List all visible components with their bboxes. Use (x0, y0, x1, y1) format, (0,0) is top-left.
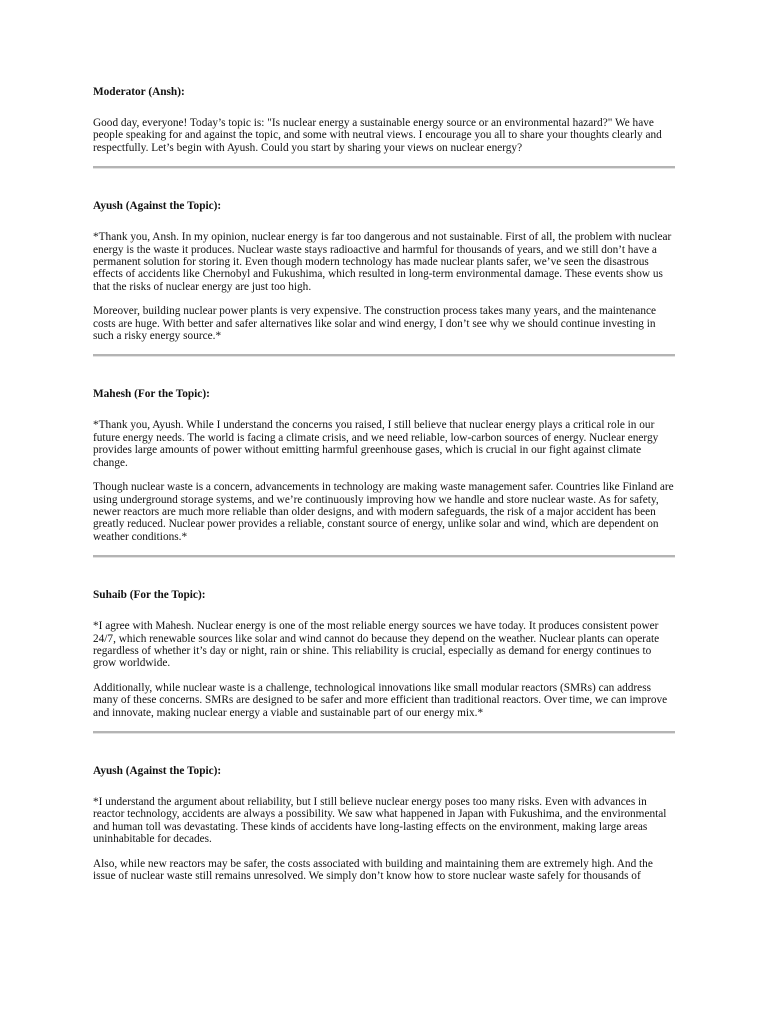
paragraph: Good day, everyone! Today’s topic is: "Is nuclear energy a sustainable energy source or an environmental hazard?" We have people speaking for and against the topic, and some with neutral views. I encourage you all to share your thoughts clearly and respectfully. Let’s begin with Ayush. Could you start by sharing your views on nuclear energy? (93, 117, 662, 154)
paragraph: Though nuclear waste is a concern, advancements in technology are making waste management safer. Countries like Finland are using underground storage systems, and we’re continuously improving how we handle and store nuclear waste. As for safety, newer reactors are much more reliable than older designs, and with modern safeguards, the risk of a major accident has been greatly reduced. Nuclear power provides a reliable, constant source of energy, unlike solar and wind, which are dependent on weather conditions.* (93, 481, 674, 543)
section-divider (93, 166, 675, 169)
paragraph: *Thank you, Ayush. While I understand the concerns you raised, I still believe that nuclear energy plays a critical role in our future energy needs. The world is facing a climate crisis, and we need reliable, low-carbon sources of energy. Nuclear energy provides large amounts of power without emitting harmful greenhouse gases, which is crucial in our fight against climate change. (93, 419, 659, 469)
speaker-heading: Mahesh (For the Topic): (93, 388, 210, 401)
paragraph: *I understand the argument about reliability, but I still believe nuclear energy poses too many risks. Even with advances in reactor technology, accidents are always a possibility. We saw what happened in Japan with Fukushima, and the environmental and human toll was devastating. These kinds of accidents have long-lasting effects on the environment, making large areas uninhabitable for decades. (93, 795, 667, 846)
section-divider (93, 731, 675, 734)
speaker-heading: Ayush (Against the Topic): (93, 200, 222, 213)
ayush-section-2 (93, 765, 675, 882)
speaker-heading: Suhaib (For the Topic): (93, 589, 206, 602)
section-divider (93, 555, 675, 558)
paragraph: *Thank you, Ansh. In my opinion, nuclear energy is far too dangerous and not sustainable. First of all, the problem with nuclear energy is the waste it produces. Nuclear waste stays radioactive and harmful for thousands of years, and we still don’t have a permanent solution for storing it. Even though modern technology has made nuclear plants safer, we’ve seen the disastrous effects of accidents like Chernobyl and Fukushima, which resulted in long-term environmental damage. These events show us that the risks of nuclear energy are just too high. (93, 231, 672, 293)
paragraph: *I agree with Mahesh. Nuclear energy is one of the most reliable energy sources we have today. It produces consistent power 24/7, which renewable sources like solar and wind cannot do because they depend on the weather. Nuclear plants can operate regardless of whether it’s day or night, rain or shine. This reliability is crucial, especially as demand for energy continues to grow worldwide. (93, 620, 660, 670)
speaker-heading: Ayush (Against the Topic): (93, 764, 222, 777)
section-divider (93, 354, 675, 357)
speaker-heading: Moderator (Ansh): (93, 86, 185, 98)
paragraph: Moreover, building nuclear power plants is very expensive. The construction process takes many years, and the maintenance costs are huge. With better and safer alternatives like solar and wind energy, I don’t see why we should continue investing in such a risky energy source.* (93, 305, 657, 343)
mahesh-section (93, 388, 675, 543)
moderator-section (93, 86, 675, 154)
suhaib-section (93, 589, 675, 719)
paragraph: Additionally, while nuclear waste is a challenge, technological innovations like small modular reactors (SMRs) can address many of these concerns. SMRs are designed to be safer and more efficient than traditional reactors. Over time, we can improve and innovate, making nuclear energy a viable and sustainable part of our energy mix.* (93, 681, 668, 719)
paragraph: Also, while new reactors may be safer, the costs associated with building and maintaining them are extremely high. And the issue of nuclear waste still remains unresolved. We simply don’t know how to store nuclear waste safely for thousands of (93, 857, 653, 882)
ayush-section-1 (93, 200, 675, 342)
